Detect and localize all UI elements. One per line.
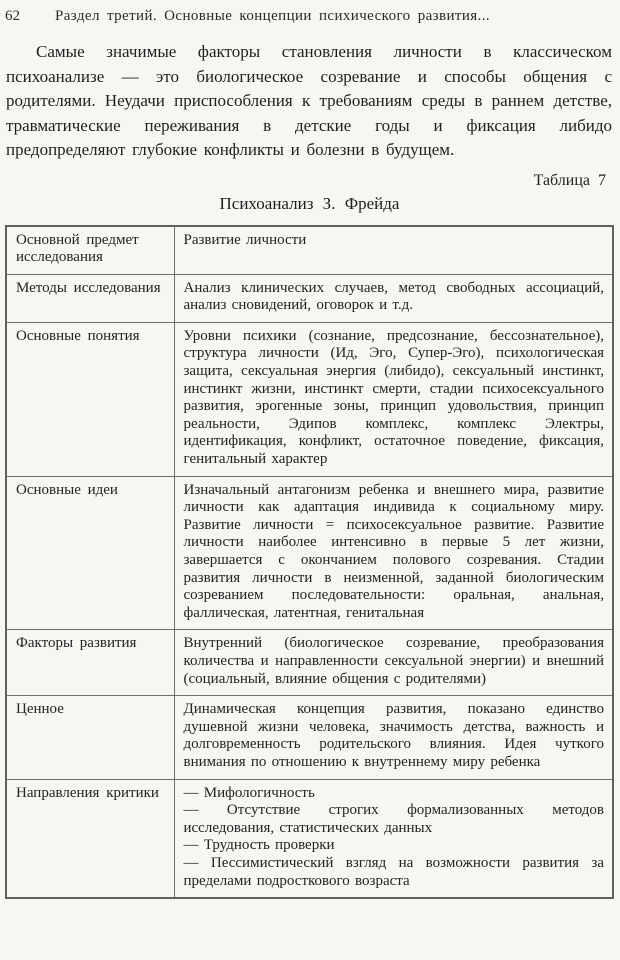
critique-item: — Отсутствие строгих формализованных методов исследования, статистических данных: [183, 802, 604, 836]
page-number: 62: [5, 8, 20, 24]
critique-item: — Мифологичность: [183, 784, 315, 801]
psychoanalysis-table: [5, 225, 614, 900]
row-label: Ценное: [6, 696, 174, 779]
row-label: Методы исследования: [6, 274, 174, 322]
row-content: Динамическая концепция развития, показано единство душевной жизни человека, значимость детства, важность и долговременность родительского влияния. Идея чуткого внимания по отношению к внутреннему миру ребенка: [174, 696, 613, 779]
row-content: [174, 779, 613, 898]
running-head: [5, 6, 614, 26]
critique-item: — Трудность проверки: [183, 837, 335, 854]
row-content: Анализ клинических случаев, метод свободных ассоциаций, анализ сновидений, оговорок и т.д.: [174, 274, 613, 322]
table-row-ideas: [6, 476, 613, 630]
intro-paragraph: Самые значимые факторы становления личности в классическом психоанализе — это биологическое созревание и способы общения с родителями. Неудачи приспособления к требованиям среды в раннем детстве, травматические переживания в детские годы и фиксация либидо предопределяют глубокие конфликты и болезни в будущем.: [6, 42, 612, 159]
row-label: Основной предмет исследования: [6, 226, 174, 275]
row-label: Факторы развития: [6, 630, 174, 696]
row-label: Направления критики: [6, 779, 174, 898]
table-row-concepts: [6, 322, 613, 476]
critique-item: — Пессимистический взгляд на возможности развития за пределами подросткового возраста: [183, 854, 604, 889]
row-content: Уровни психики (сознание, предсознание, бессознательное), структура личности (Ид, Эго, Супер-Эго), психологическая защита, сексуальная энергия (либидо), сексуальный инстинкт, инстинкт жизни, инстинкт смерти, стадии психосексуального развития, эрогенные зоны, принцип удовольствия, принцип реальности, Эдипов комплекс, комплекс Электры, идентификация, конфликт, остаточное поведение, фиксация, генитальный характер: [174, 322, 613, 476]
running-title: Раздел третий. Основные концепции психического развития...: [55, 8, 491, 24]
table-row-methods: [6, 274, 613, 322]
table-title: Психоанализ З. Фрейда: [219, 193, 400, 213]
row-label: Основные понятия: [6, 322, 174, 476]
table-row-factors: [6, 630, 613, 696]
row-content: Развитие личности: [174, 226, 613, 275]
table-caption: Таблица 7: [533, 171, 606, 189]
row-label: Основные идеи: [6, 476, 174, 630]
row-content: Изначальный антагонизм ребенка и внешнего мира, развитие личности как адаптация индивида к социальному миру. Развитие личности = психосексуальное развитие. Развитие личности наиболее интенсивно в первые 5 лет жизни, завершается с окончанием полового созревания. Стадии развития личности в неизменной, заданной биологическим созреванием последовательности: оральная, анальная, фаллическая, латентная, генитальная: [174, 476, 613, 630]
table-row-subject: [6, 226, 613, 275]
row-content: Внутренний (биологическое созревание, преобразования количества и направленности сексуальной энергии) и внешний (социальный, влияние общения с родителями): [174, 630, 613, 696]
table-row-critique: [6, 779, 613, 898]
table-row-value: [6, 696, 613, 779]
